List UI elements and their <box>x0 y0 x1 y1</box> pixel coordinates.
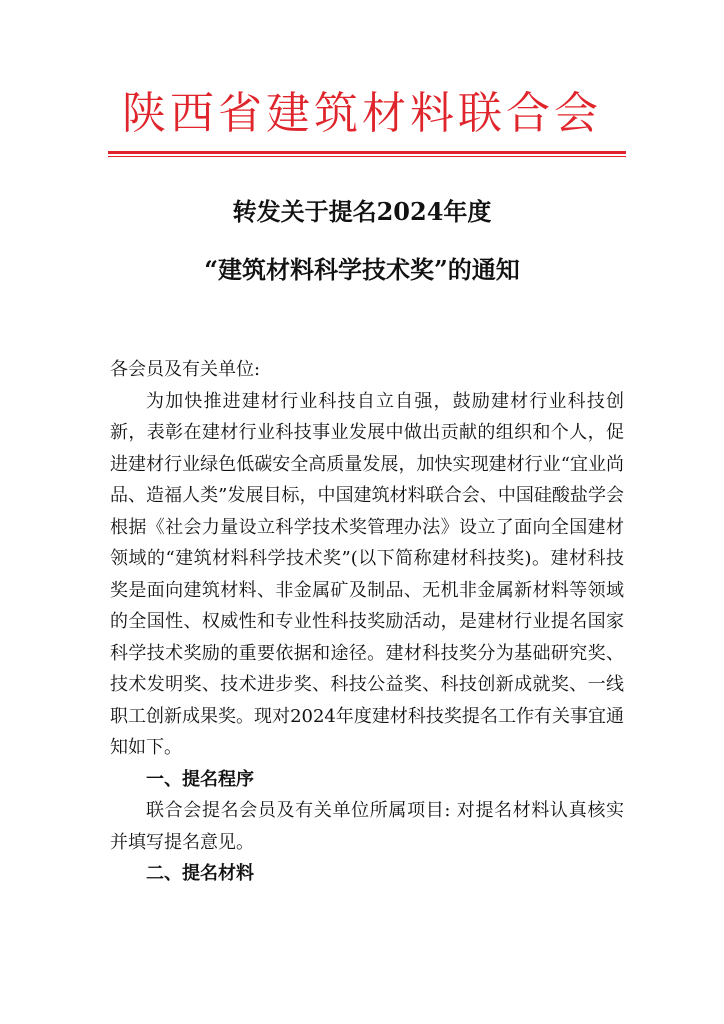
salutation: 各会员及有关单位: <box>110 359 261 380</box>
document-body <box>110 354 624 890</box>
section1-paragraph: 联合会提名会员及有关单位所属项目: 对提名材料认真核实并填写提名意见。 <box>110 800 624 853</box>
intro-paragraph: 为加快推进建材行业科技自立自强，鼓励建材行业科技创新，表彰在建材行业科技事业发展中做出贡献的组织和个人，促进建材行业绿色低碳安全高质量发展，加快实现建材行业“宜业尚品、造福人类”发展目标，中国建筑材料联合会、中国硅酸盐学会根据《社会力量设立科学技术奖管理办法》设立了面向全国建材领域的“建筑材料科学技术奖”(以下简称建材科技奖)。建材科技奖是面向建筑材料、非金属矿及制品、无机非金属新材料等领域的全国性、权威性和专业性科技奖励活动，是建材行业提名国家科学技术奖励的重要依据和途径。建材科技奖分为基础研究奖、技术发明奖、技术进步奖、科技公益奖、科技创新成就奖、一线职工创新成果奖。现对2024年度建材科技奖提名工作有关事宜通知如下。 <box>110 390 624 758</box>
letterhead-org-name: 陕西省建筑材料联合会 <box>122 88 602 139</box>
letterhead-red-rule-thick <box>108 151 626 154</box>
section2-heading: 二、提名材料 <box>146 863 254 884</box>
section1-heading: 一、提名程序 <box>146 768 254 790</box>
document-title-line1: 转发关于提名2024年度 <box>232 197 492 226</box>
document-title-line2: “建筑材料科学技术奖”的通知 <box>204 255 520 284</box>
letterhead-red-rule-thin <box>108 156 626 157</box>
